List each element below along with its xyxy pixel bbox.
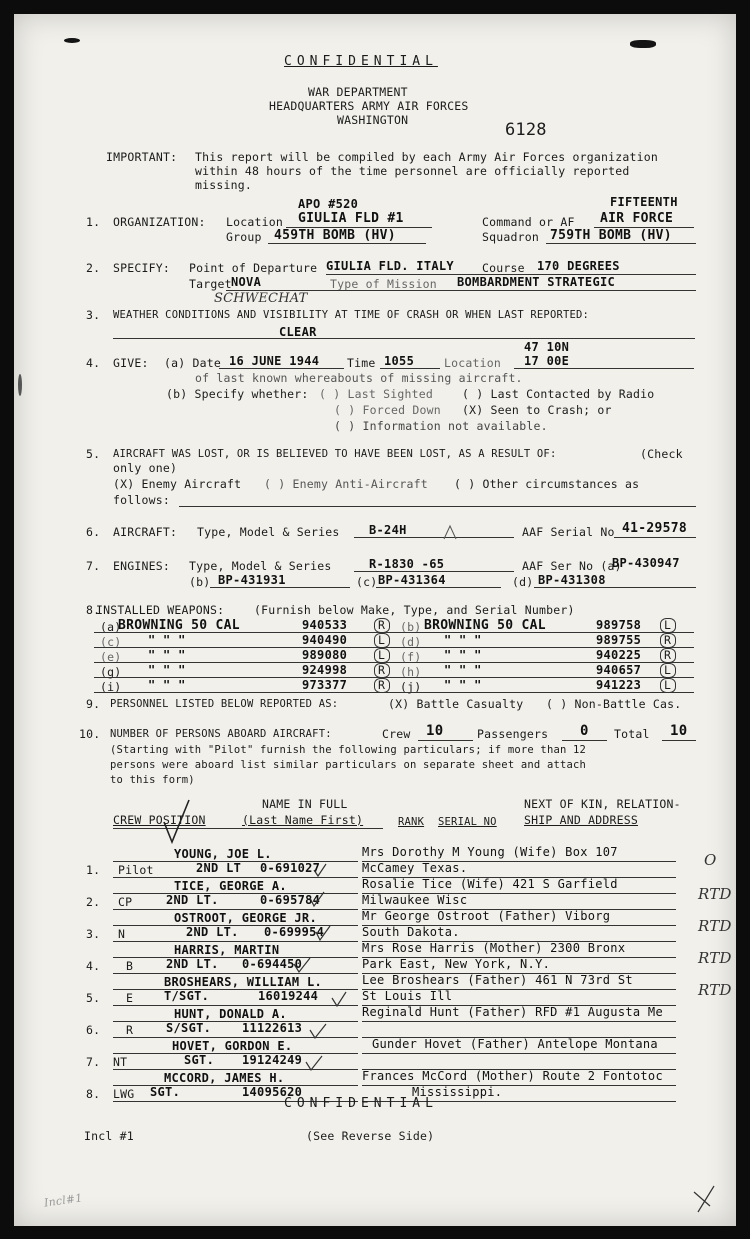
s5-check: (Check bbox=[640, 447, 683, 461]
s10-label: NUMBER OF PERSONS ABOARD AIRCRAFT: bbox=[110, 728, 332, 740]
aircraft-type: B-24H bbox=[369, 523, 407, 537]
s1-label: ORGANIZATION: bbox=[113, 215, 206, 229]
engine-type: R-1830 -65 bbox=[369, 557, 445, 571]
s6-label: AIRCRAFT: bbox=[113, 525, 178, 539]
hq-title: HEADQUARTERS ARMY AIR FORCES bbox=[269, 99, 469, 113]
opt-battle-casualty: (X) Battle Casualty bbox=[388, 697, 524, 711]
engine-ser-label: AAF Ser No (a) bbox=[522, 559, 622, 573]
whereabouts-text: of last known whereabouts of missing aircraft. bbox=[195, 371, 523, 385]
col-last-name-first: (Last Name First) bbox=[242, 813, 364, 827]
passengers-count: 0 bbox=[580, 723, 589, 739]
s2-label: SPECIFY: bbox=[113, 261, 170, 275]
s5-label: AIRCRAFT WAS LOST, OR IS BELIEVED TO HAVE BEEN LOST, AS A RESULT OF: bbox=[113, 448, 557, 460]
s10-line4: to this form) bbox=[110, 774, 195, 786]
engine-d-label: (d) bbox=[512, 575, 534, 589]
specify-whether: (b) Specify whether: bbox=[166, 387, 309, 401]
engine-b: BP-431931 bbox=[218, 573, 286, 587]
opt-non-battle: ( ) Non-Battle Cas. bbox=[546, 697, 682, 711]
s2-num: 2. bbox=[86, 261, 101, 275]
s3-label: WEATHER CONDITIONS AND VISIBILITY AT TIME OF CRASH OR WHEN LAST REPORTED: bbox=[113, 309, 590, 321]
s8-label: INSTALLED WEAPONS: bbox=[96, 603, 225, 617]
col-next-of-kin: NEXT OF KIN, RELATION- bbox=[524, 797, 681, 811]
opt-other: ( ) Other circumstances as bbox=[454, 477, 640, 491]
s4-label: GIVE: bbox=[113, 356, 149, 370]
s1-num: 1. bbox=[86, 215, 101, 229]
departure-label: Point of Departure bbox=[189, 261, 318, 275]
important-line3: missing. bbox=[195, 178, 252, 192]
location-label-4: Location bbox=[444, 356, 501, 370]
col-name-in-full: NAME IN FULL bbox=[262, 797, 348, 811]
aircraft-type-label: Type, Model & Series bbox=[197, 525, 340, 539]
opt-forced-down: ( ) Forced Down bbox=[334, 403, 441, 417]
weather-value: CLEAR bbox=[279, 325, 317, 339]
squadron-label: Squadron bbox=[482, 230, 539, 244]
engine-b-label: (b) bbox=[189, 575, 211, 589]
command-value: AIR FORCE bbox=[600, 211, 674, 226]
s5-num: 5. bbox=[86, 447, 101, 461]
location-label: Location bbox=[226, 215, 283, 229]
dept-title: WAR DEPARTMENT bbox=[308, 85, 408, 99]
target-value: NOVA bbox=[231, 275, 262, 289]
opt-anti-aircraft: ( ) Enemy Anti-Aircraft bbox=[264, 477, 428, 491]
location-lon: 17 00E bbox=[524, 354, 570, 368]
course-label: Course bbox=[482, 261, 525, 275]
col-ship-address: SHIP AND ADDRESS bbox=[524, 813, 638, 827]
command-prefix: FIFTEENTH bbox=[610, 195, 678, 209]
inclosure-label: Incl #1 bbox=[84, 1129, 134, 1143]
s9-label: PERSONNEL LISTED BELOW REPORTED AS: bbox=[110, 698, 339, 710]
mission-label: Type of Mission bbox=[330, 277, 437, 291]
location-lat: 47 10N bbox=[524, 340, 570, 354]
important-line1: This report will be compiled by each Army Air Forces organization bbox=[195, 150, 659, 164]
crew-label: Crew bbox=[382, 727, 411, 741]
classification-footer: CONFIDENTIAL bbox=[284, 1096, 438, 1111]
s8-note: (Furnish below Make, Type, and Serial Number) bbox=[254, 603, 575, 617]
engine-c: BP-431364 bbox=[378, 573, 446, 587]
apo: APO #520 bbox=[298, 197, 359, 211]
city-title: WASHINGTON bbox=[337, 113, 409, 127]
follows-label: follows: bbox=[113, 493, 170, 507]
opt-enemy-aircraft: (X) Enemy Aircraft bbox=[113, 477, 242, 491]
important-line2: within 48 hours of the time personnel are officially reported bbox=[195, 164, 630, 178]
aircraft-serial: 41-29578 bbox=[622, 521, 688, 536]
group-value: 459TH BOMB (HV) bbox=[274, 228, 396, 243]
engine-a: BP-430947 bbox=[612, 556, 680, 570]
aircraft-serial-label: AAF Serial No bbox=[522, 525, 615, 539]
crew-count: 10 bbox=[426, 723, 444, 739]
mission-value: BOMBARDMENT STRATEGIC bbox=[457, 275, 616, 289]
squadron-value: 759TH BOMB (HV) bbox=[550, 228, 672, 243]
s5-line2: only one) bbox=[113, 461, 178, 475]
s10-line2: (Starting with "Pilot" furnish the following particulars; if more than 12 bbox=[110, 744, 587, 756]
opt-info-not-available: ( ) Information not available. bbox=[334, 419, 548, 433]
target-handwritten: SCHWECHAT bbox=[214, 291, 308, 306]
group-label: Group bbox=[226, 230, 262, 244]
course-value: 170 DEGREES bbox=[537, 259, 620, 273]
report-page: CONFIDENTIAL WAR DEPARTMENT HEADQUARTERS ARMY AIR FORCES WASHINGTON 6128 IMPORTANT: This report will be compiled by each Army Air Forces organization within 48 hours of the time personnel are officially reported missing. APO #520 FIFTEENTH 1. ORGANIZATION: Location GIULIA FLD #1 Command or AF AIR FORCE Group 459TH BOMB (HV) Squadron 759TH BOMB (HV) 2. SPECIFY: Point of Departure GIULIA FLD. ITALY Course 170 DEGREES Target NOVA Type of Mission BOMBARDMENT STRATEGIC SCHWECHAT 3. WEATHER CONDITIONS AND VISIBILITY AT TIME OF CRASH OR WHEN LAST REPORTED: CLEAR 47 10N 4. GIVE: (a) Date 16 JUNE 1944 Time 1055 Location 17 00E of last known whereabouts of missing aircraft. (b) Specify whether: ( ) Last Sighted ( ) Last Contacted by Radio ( ) Forced Down (X) Seen to Crash; or ( ) Information not available. 5. AIRCRAFT WAS LOST, OR IS BELIEVED TO HAVE BEEN LOST, AS A RESULT OF: (Check only one) (X) Enemy Aircraft ( ) Enemy Anti-Aircraft ( ) Other circumstances as follows: 6. AIRCRAFT: Type, Model & Series B-24H AAF Serial No 41-29578 7. ENGINES: Type, Model & Series R-1830 -65 AAF Ser No (a) BP-430947 (b) BP-431931 (c) BP-431364 (d) BP-431308 8. INSTALLED WEAPONS: (Furnish below Make, Type, and Serial Number) (a) BROWNING 50 CAL 940533 R (b) BROWNING 50 CAL 989758 L (c) " " " 940490 L (d) " " " 989755 R (e) " " " 989080 L (f) " " " 940225 R (g) " " " 924998 R (h) " " " 940657 L (i) " " " 973377 R (j) " " " 941223 L 9. PERSONNEL LISTED BELOW REPORTED AS: (X) Battle Casualty ( ) Non-Battle Cas. 10. NUMBER OF PERSONS ABOARD AIRCRAFT: Crew 10 Passengers 0 Total 10 (Starting with "Pilot" furnish the following particulars; if more than 12 persons were aboard list similar particulars on separate sheet and attach to this form) NAME IN FULL NEXT OF KIN, RELATION- CREW POSITION (Last Name First) RANK SERIAL NO SHIP AND ADDRESS YOUNG, JOE L. Mrs Dorothy M Young (Wife) Box 107 1. Pilot 2ND LT 0-691027 McCamey Texas. O TICE, GEORGE A. Rosalie Tice (Wife) 421 S Garfield 2. CP 2ND LT. 0-695784 Milwaukee Wisc RTD OSTROOT, GEORGE JR. Mr George Ostroot (Father) Viborg 3. N 2ND LT. 0-699954 South Dakota. RTD HARRIS, MARTIN Mrs Rose Harris (Mother) 2300 Bronx 4. B 2ND LT. 0-694450 Park East, New York, N.Y. RTD BROSHEARS, WILLIAM L. Lee Broshears (Father) 461 N 73rd St 5. E T/SGT. 16019244 St Louis Ill RTD HUNT, DONALD A. Reginald Hunt (Father) RFD #1 Augusta Me 6. R S/SGT. 11122613 HOVET, GORDON E. Gunder Hovet (Father) Antelope Montana 7. NT SGT. 19124249 MCCORD, JAMES H. Frances McCord (Mother) Route 2 Fontotoc 8. LWG SGT. 14095620 Mississippi. CONFIDENTIAL Incl #1 (See Reverse Side) Incl#1 bbox=[14, 14, 736, 1226]
col-rank: RANK bbox=[398, 816, 425, 828]
col-serial-no: SERIAL NO bbox=[438, 816, 497, 828]
time-label: Time bbox=[347, 356, 376, 370]
s6-num: 6. bbox=[86, 525, 101, 539]
date-value: 16 JUNE 1944 bbox=[229, 354, 320, 368]
s7-label: ENGINES: bbox=[113, 559, 170, 573]
total-label: Total bbox=[614, 727, 650, 741]
target-label: Target bbox=[189, 277, 232, 291]
command-label: Command or AF bbox=[482, 215, 575, 229]
s8-num: 8. bbox=[86, 603, 101, 617]
date-label: (a) Date bbox=[164, 356, 221, 370]
s9-num: 9. bbox=[86, 697, 101, 711]
engine-c-label: (c) bbox=[356, 575, 378, 589]
engine-type-label: Type, Model & Series bbox=[189, 559, 332, 573]
margin-note: Incl#1 bbox=[43, 1191, 84, 1210]
opt-last-contacted: ( ) Last Contacted by Radio bbox=[462, 387, 655, 401]
s3-num: 3. bbox=[86, 308, 101, 322]
s10-num: 10. bbox=[79, 727, 101, 741]
s7-num: 7. bbox=[86, 559, 101, 573]
passengers-label: Passengers bbox=[477, 727, 549, 741]
location-value: GIULIA FLD #1 bbox=[298, 211, 404, 226]
report-number: 6128 bbox=[505, 120, 547, 140]
see-reverse: (See Reverse Side) bbox=[306, 1129, 435, 1143]
important-label: IMPORTANT: bbox=[106, 150, 178, 164]
time-value: 1055 bbox=[384, 354, 415, 368]
total-count: 10 bbox=[670, 723, 688, 739]
opt-seen-to-crash: (X) Seen to Crash; or bbox=[462, 403, 612, 417]
opt-last-sighted: ( ) Last Sighted bbox=[319, 387, 433, 401]
departure-value: GIULIA FLD. ITALY bbox=[326, 259, 454, 273]
col-crew-position: CREW POSITION bbox=[113, 813, 206, 827]
s4-num: 4. bbox=[86, 356, 101, 370]
classification-header: CONFIDENTIAL bbox=[284, 54, 438, 69]
engine-d: BP-431308 bbox=[538, 573, 606, 587]
s10-line3: persons were aboard list similar particulars on separate sheet and attach bbox=[110, 759, 587, 771]
